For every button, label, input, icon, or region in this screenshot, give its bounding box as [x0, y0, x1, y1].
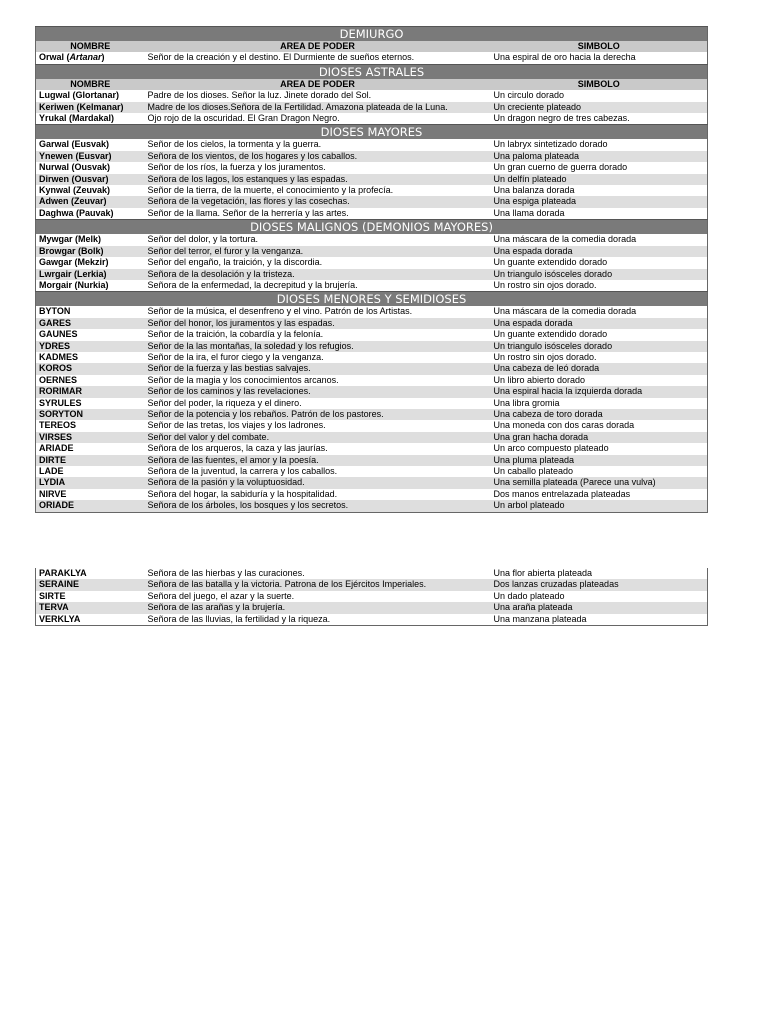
symbol: Una llama dorada [493, 207, 565, 218]
power-area: Padre de los dioses. Señor la luz. Jinete dorado del Sol. [147, 90, 372, 101]
symbol: Una máscara de la comedia dorada [493, 306, 637, 317]
symbol: Una espiral de oro hacia la derecha [493, 52, 636, 63]
power-area: Señor de la traición, la cobardía y la felonía. [147, 329, 324, 340]
god-name: Yrukal (Mardakal) [39, 113, 115, 124]
symbol: Un gran cuerno de guerra dorado [493, 162, 628, 173]
god-name-text: Orwal ( [39, 52, 70, 63]
table-row [36, 591, 708, 602]
power-area: Señora de la pasión y la voluptuosidad. [145, 477, 491, 488]
table-row [36, 614, 708, 626]
table-row [36, 466, 708, 477]
table-row [36, 113, 708, 125]
table-row [36, 386, 708, 397]
power-area: Señor de la tierra, de la muerte, el conocimiento y la profecía. [147, 185, 394, 196]
power-area: Señora de las arañas y la brujería. [145, 602, 491, 613]
symbol: Una máscara de la comedia dorada [493, 234, 637, 245]
symbol: Un guante extendido dorado [493, 257, 608, 268]
symbol: Un dragon negro de tres cabezas. [493, 113, 630, 124]
symbol: Un circulo dorado [493, 90, 565, 101]
gods-table-continued-body [36, 568, 708, 626]
power-area: Señor del terror, el furor y la venganza. [145, 246, 491, 257]
section-title: DIOSES ASTRALES [36, 64, 708, 79]
power-area: Señor de los caminos y las revelaciones. [145, 386, 491, 397]
power-area: Señora de las hierbas y las curaciones. [147, 568, 305, 578]
gods-table [35, 26, 708, 513]
power-area: Señora de los lagos, los estanques y las espadas. [145, 174, 491, 185]
section-title-row [36, 64, 708, 79]
symbol: Una gran hacha dorada [491, 432, 708, 443]
symbol: Un creciente plateado [491, 102, 708, 113]
symbol: Una cabeza de leó dorada [491, 363, 708, 374]
symbol: Una paloma plateada [491, 151, 708, 162]
god-name: Morgair (Nurkia) [39, 279, 109, 290]
symbol: Un caballo plateado [493, 466, 574, 476]
table-row [36, 234, 708, 245]
table-row [36, 602, 708, 613]
god-name: Browgar (Bolk) [36, 246, 145, 257]
section-title-row [36, 220, 708, 235]
god-name: Adwen (Zeuvar) [36, 196, 145, 207]
table-row [36, 257, 708, 268]
power-area: Señor del honor, los juramentos y las espadas. [145, 318, 491, 329]
power-area: Madre de los dioses.Señora de la Fertilidad. Amazona plateada de la Luna. [145, 102, 491, 113]
table-row [36, 151, 708, 162]
god-name: Garwal (Eusvak) [39, 139, 110, 150]
god-name: Gawgar (Mekzir) [39, 257, 109, 268]
symbol: Una espiral hacia la izquierda dorada [491, 386, 708, 397]
symbol: Dos lanzas cruzadas plateadas [491, 579, 708, 590]
symbol-header: SIMBOLO [491, 41, 708, 52]
symbol: Un libro abierto dorado [493, 374, 586, 385]
section-title: DIOSES MALIGNOS (DEMONIOS MAYORES) [36, 220, 708, 235]
section-title-row [36, 125, 708, 140]
god-name: Mywgar (Melk) [39, 234, 102, 245]
table-row [36, 568, 708, 579]
symbol: Una moneda con dos caras dorada [493, 420, 635, 431]
section-title: DIOSES MENORES Y SEMIDIOSES [36, 292, 708, 307]
column-header-row [36, 79, 708, 90]
symbol: Una pluma plateada [491, 455, 708, 466]
table-row [36, 409, 708, 420]
power-area: Señor de la ira, el furor ciego y la venganza. [147, 351, 324, 362]
table-row [36, 443, 708, 454]
symbol: Un guante extendido dorado [493, 329, 608, 340]
table-row [36, 52, 708, 64]
table-row [36, 174, 708, 185]
power-area: Señor de los ríos, la fuerza y los juramentos. [147, 162, 326, 173]
god-name: BYTON [39, 306, 71, 317]
table-row [36, 329, 708, 340]
god-name: SYRULES [39, 397, 82, 408]
table-row [36, 579, 708, 590]
power-area: Señor del engaño, la traición, y la discordia. [147, 257, 323, 268]
god-name: NIRVE [39, 488, 67, 499]
table-row [36, 139, 708, 150]
power-area: Señor de la fuerza y las bestias salvajes. [145, 363, 491, 374]
section-title: DIOSES MAYORES [36, 125, 708, 140]
symbol: Una espada dorada [491, 318, 708, 329]
table-row [36, 269, 708, 280]
table-row [36, 162, 708, 173]
symbol: Una manzana plateada [493, 613, 587, 624]
god-name: PARAKLYA [39, 568, 87, 578]
power-area: Señora de la vegetación, las flores y las cosechas. [145, 196, 491, 207]
god-name: Dirwen (Ousvar) [36, 174, 145, 185]
god-name: Lwrgair (Lerkia) [36, 269, 145, 280]
table-row [36, 352, 708, 363]
power-area: Señor de la música, el desenfreno y el vino. Patrón de los Artistas. [147, 306, 413, 317]
symbol: Un delfín plateado [491, 174, 708, 185]
table-row [36, 318, 708, 329]
gods-table-body [36, 27, 708, 513]
table-row [36, 341, 708, 352]
symbol: Un arco compuesto plateado [493, 443, 609, 454]
section-title-row [36, 27, 708, 42]
symbol: Un labryx sintetizado dorado [493, 139, 608, 150]
table-row [36, 90, 708, 101]
table-row [36, 208, 708, 220]
god-name: Daghwa (Pauvak) [39, 207, 114, 218]
god-name: ARIADE [39, 443, 74, 454]
god-alias: Artanar [69, 52, 102, 63]
column-header-row [36, 41, 708, 52]
god-name: KOROS [36, 363, 145, 374]
table-row [36, 102, 708, 113]
power-area: Señora de los árboles, los bosques y los secretos. [145, 500, 491, 512]
god-name: Nurwal (Ousvak) [39, 162, 111, 173]
table-row [36, 185, 708, 196]
symbol: Dos manos entrelazada plateadas [493, 488, 631, 499]
god-name: SERAINE [36, 579, 145, 590]
table-row [36, 432, 708, 443]
table-row [36, 455, 708, 466]
power-area: Señora de las batalla y la victoria. Patrona de los Ejércitos Imperiales. [145, 579, 491, 590]
power-area: Señor de los cielos, la tormenta y la guerra. [147, 139, 322, 150]
god-name: RORIMAR [36, 386, 145, 397]
gods-table-continued [35, 568, 708, 626]
symbol: Una libra gromia [493, 397, 560, 408]
power-area: Señora de los arqueros, la caza y las jaurías. [147, 443, 328, 454]
power-area: Señora de las lluvias, la fertilidad y la riqueza. [147, 613, 331, 624]
power-area: Señor de la potencia y los rebaños. Patrón de los pastores. [145, 409, 491, 420]
table-row [36, 196, 708, 207]
power-area: Señor del poder, la riqueza y el dinero. [147, 397, 302, 408]
god-name: GARES [36, 318, 145, 329]
symbol: Una flor abierta plateada [493, 568, 593, 578]
table-row [36, 477, 708, 488]
section-title: DEMIURGO [36, 27, 708, 42]
god-name: Lugwal (Glortanar) [39, 90, 120, 101]
power-area: Señora del hogar, la sabiduría y la hospitalidad. [147, 488, 338, 499]
god-name: Kynwal (Zeuvak) [39, 185, 111, 196]
power-header: AREA DE PODER [145, 41, 491, 52]
power-area: Señor de la las montañas, la soledad y los refugios. [145, 341, 491, 352]
god-name: ORIADE [36, 500, 145, 512]
god-name: TEREOS [39, 420, 77, 431]
god-name: SORYTON [36, 409, 145, 420]
symbol: Una espada dorada [491, 246, 708, 257]
god-name: KADMES [39, 351, 79, 362]
power-area: Señora de la juventud, la carrera y los caballos. [147, 466, 338, 476]
section-title-row [36, 292, 708, 307]
god-name: OERNES [39, 374, 78, 385]
name-header: NOMBRE [36, 41, 145, 52]
symbol: Un arbol plateado [491, 500, 708, 512]
symbol: Una cabeza de toro dorada [491, 409, 708, 420]
table-row [36, 246, 708, 257]
table-row [36, 489, 708, 500]
god-name [36, 52, 145, 64]
table-row [36, 363, 708, 374]
symbol: Una balanza dorada [493, 185, 575, 196]
power-area: Señor del valor y del combate. [145, 432, 491, 443]
power-area: Ojo rojo de la oscuridad. El Gran Dragon Negro. [147, 113, 340, 124]
power-area: Señora del juego, el azar y la suerte. [147, 590, 295, 601]
name-header: NOMBRE [36, 79, 145, 90]
power-area: Señora de la desolación y la tristeza. [145, 269, 491, 280]
symbol: Un dado plateado [493, 590, 565, 601]
symbol: Una espiga plateada [491, 196, 708, 207]
symbol: Un triangulo isósceles dorado [491, 341, 708, 352]
power-area: Señor de la creación y el destino. El Durmiente de sueños eternos. [147, 52, 415, 63]
power-area: Señor de la magia y los conocimientos arcanos. [147, 374, 339, 385]
symbol: Un rostro sin ojos dorado. [493, 279, 597, 290]
power-area: Señora de los vientos, de los hogares y los caballos. [145, 151, 491, 162]
power-area: Señor de la llama. Señor de la herrería y las artes. [147, 207, 349, 218]
god-name: VERKLYA [39, 613, 81, 624]
power-area: Señora de las fuentes, el amor y la poesía. [145, 455, 491, 466]
symbol: Un rostro sin ojos dorado. [493, 351, 597, 362]
power-area: Señora de la enfermedad, la decrepitud y la brujería. [147, 279, 358, 290]
god-name: SIRTE [39, 590, 66, 601]
table-row [36, 306, 708, 317]
table-row [36, 420, 708, 431]
god-name-close: ) [101, 52, 105, 63]
god-name: LADE [39, 466, 64, 476]
god-name: DIRTE [36, 455, 145, 466]
table-row [36, 398, 708, 409]
symbol-header: SIMBOLO [491, 79, 708, 90]
table-row [36, 500, 708, 512]
symbol: Una semilla plateada (Parece una vulva) [491, 477, 708, 488]
god-name: GAUNES [39, 329, 78, 340]
power-header: AREA DE PODER [145, 79, 491, 90]
symbol: Un triangulo isósceles dorado [491, 269, 708, 280]
god-name: Keriwen (Kelmanar) [36, 102, 145, 113]
god-name: Ynewen (Eusvar) [36, 151, 145, 162]
symbol: Una araña plateada [491, 602, 708, 613]
god-name: VIRSES [36, 432, 145, 443]
god-name: TERVA [36, 602, 145, 613]
table-row [36, 375, 708, 386]
god-name: YDRES [36, 341, 145, 352]
power-area: Señor de las tretas, los viajes y los ladrones. [147, 420, 326, 431]
god-name: LYDIA [36, 477, 145, 488]
power-area: Señor del dolor, y la tortura. [147, 234, 259, 245]
table-row [36, 280, 708, 292]
